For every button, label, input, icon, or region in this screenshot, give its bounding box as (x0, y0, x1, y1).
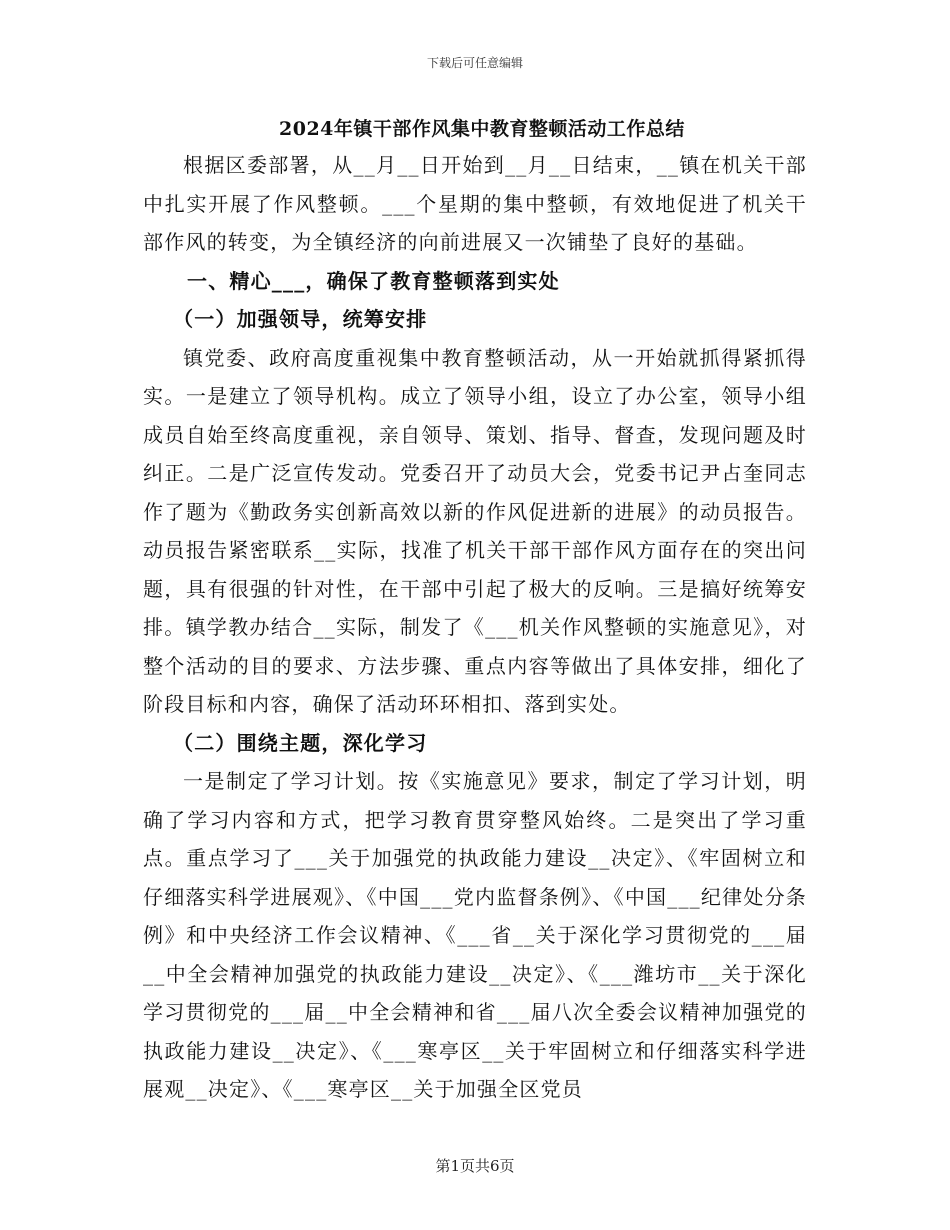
subsection-1-paragraph: 镇党委、政府高度重视集中教育整顿活动，从一开始就抓得紧抓得实。一是建立了领导机构。成立了领导小组，设立了办公室，领导小组成员自始至终高度重视，亲自领导、策划、指导、督查，发现问题及时纠正。二是广泛宣传发动。党委召开了动员大会，党委书记尹占奎同志作了题为《勤政务实创新高效以新的作风促进新的进展》的动员报告。动员报告紧密联系__实际，找准了机关干部干部作风方面存在的突出问题，具有很强的针对性，在干部中引起了极大的反响。三是搞好统筹安排。镇学教办结合__实际，制发了《___机关作风整顿的实施意见》，对整个活动的目的要求、方法步骤、重点内容等做出了具体安排，细化了阶段目标和内容，确保了活动环环相扣、落到实处。 (143, 345, 807, 716)
section-1-heading: 一、精心___，确保了教育整顿落到实处 (187, 268, 560, 293)
subsection-2-paragraph: 一是制定了学习计划。按《实施意见》要求，制定了学习计划，明确了学习内容和方式，把学习教育贯穿整风始终。二是突出了学习重点。重点学习了___关于加强党的执政能力建设__决定》、《牢固树立和仔细落实科学进展观》、《中国___党内监督条例》、《中国___纪律处分条例》和中央经济工作会议精神、《___省__关于深化学习贯彻党的___届__中全会精神加强党的执政能力建设__决定》、《___潍坊市__关于深化学习贯彻党的___届__中全会精神和省___届八次全委会议精神加强党的执政能力建设__决定》、《___寒亭区__关于牢固树立和仔细落实科学进展观__决定》、《___寒亭区__关于加强全区党员 (143, 769, 807, 1101)
page-header-note: 下载后可任意编辑 (426, 56, 523, 70)
intro-paragraph: 根据区委部署，从__月__日开始到__月__日结束，__镇在机关干部中扎实开展了作风整顿。___个星期的集中整顿，有效地促进了机关干部作风的转变，为全镇经济的向前进展又一次铺垫了良好的基础。 (143, 153, 807, 254)
subsection-1-heading: （一）加强领导，统筹安排 (173, 307, 428, 331)
document-body (143, 112, 807, 1109)
document-title: 2024年镇干部作风集中教育整顿活动工作总结 (279, 118, 685, 140)
subsection-2-heading: （二）围绕主题，深化学习 (173, 730, 428, 755)
page-number: 第1页共6页 (435, 1157, 515, 1175)
